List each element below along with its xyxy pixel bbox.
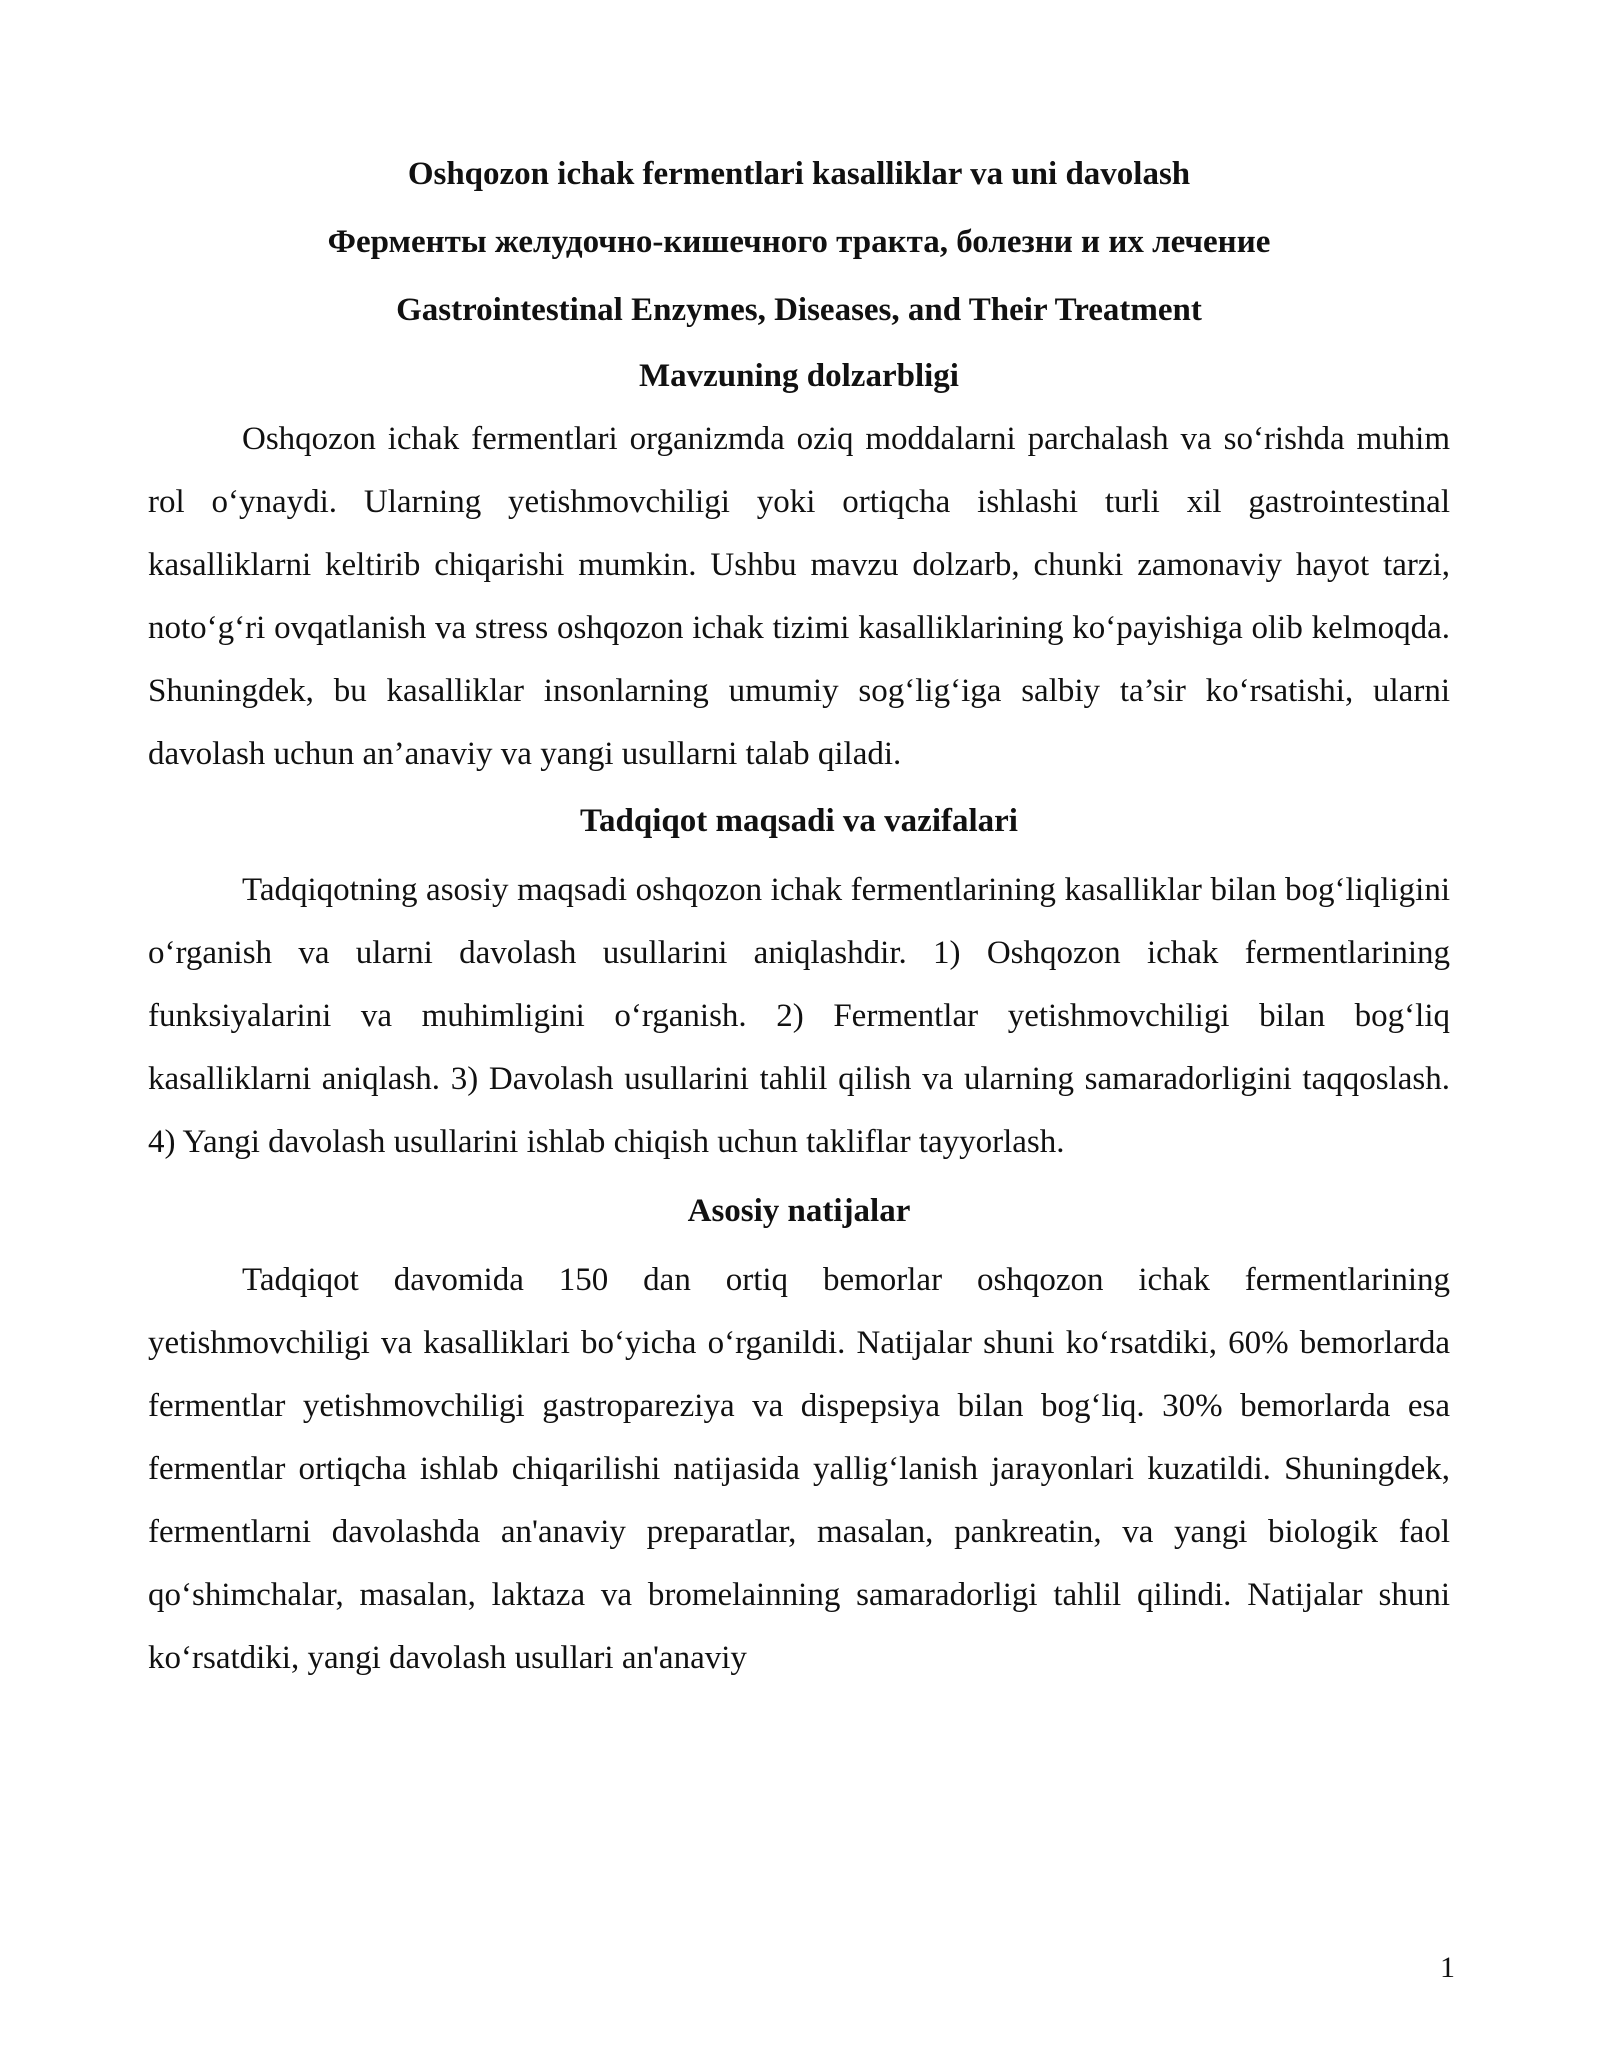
page-number: 1 [1440, 1951, 1455, 1984]
section-paragraph-results: Tadqiqot davomida 150 dan ortiq bemorlar oshqozon ichak fermentlarining yetishmovchiligi va kasalliklari bo‘yicha o‘rganildi. Natijalar shuni ko‘rsatdiki, 60% bemorlarda fermentlar yetishmovchiligi gastropareziya va dispepsiya bilan bog‘liq. 30% bemorlarda esa fermentlar ortiqcha ishlab chiqarilishi natijasida yallig‘lanish jarayonlari kuzatildi. Shuningdek, fermentlarni davolashda an'anaviy preparatlar, masalan, pankreatin, va yangi biologik faol qo‘shimchalar, masalan, laktaza va bromelainning samaradorligi tahlil qilindi. Natijalar shuni ko‘rsatdiki, yangi davolash usullari an'anaviy [148, 1262, 1450, 1676]
title-russian: Ферменты желудочно-кишечного тракта, болезни и их лечение [327, 224, 1271, 260]
title-english: Gastrointestinal Enzymes, Diseases, and Their Treatment [396, 292, 1202, 328]
section-heading-relevance: Mavzuning dolzarbligi [639, 358, 959, 394]
section-heading-goals: Tadqiqot maqsadi va vazifalari [580, 803, 1018, 839]
section-paragraph-goals: Tadqiqotning asosiy maqsadi oshqozon ichak fermentlarining kasalliklar bilan bog‘liqligini o‘rganish va ularni davolash usullarini aniqlashdir. 1) Oshqozon ichak fermentlarining funksiyalarini va muhimligini o‘rganish. 2) Fermentlar yetishmovchiligi bilan bog‘liq kasalliklarni aniqlash. 3) Davolash usullarini tahlil qilish va ularning samaradorligini taqqoslash. 4) Yangi davolash usullarini ishlab chiqish uchun takliflar tayyorlash. [148, 872, 1450, 1160]
section-heading-results: Asosiy natijalar [687, 1193, 911, 1229]
title-uzbek: Oshqozon ichak fermentlari kasalliklar va uni davolash [407, 156, 1191, 192]
document-page [148, 140, 1450, 1690]
section-paragraph-relevance: Oshqozon ichak fermentlari organizmda oziq moddalarni parchalash va so‘rishda muhim rol o‘ynaydi. Ularning yetishmovchiligi yoki ortiqcha ishlashi turli xil gastrointestinal kasalliklarni keltirib chiqarishi mumkin. Ushbu mavzu dolzarb, chunki zamonaviy hayot tarzi, noto‘g‘ri ovqatlanish va stress oshqozon ichak tizimi kasalliklarining ko‘payishiga olib kelmoqda. Shuningdek, bu kasalliklar insonlarning umumiy sog‘lig‘iga salbiy ta’sir ko‘rsatishi, ularni davolash uchun an’anaviy va yangi usullarni talab qiladi. [148, 421, 1450, 772]
